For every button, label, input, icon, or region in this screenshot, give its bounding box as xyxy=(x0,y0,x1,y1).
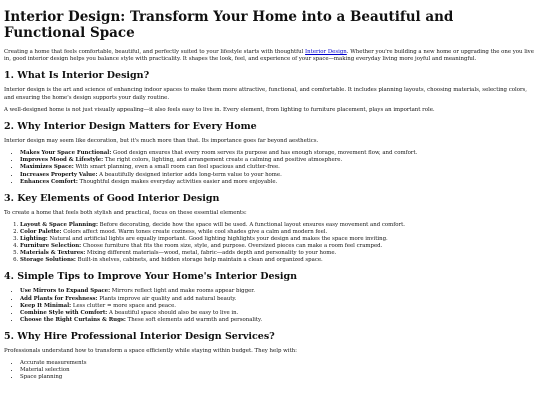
list-item xyxy=(20,310,536,317)
intro-text-after: . Whether you're building a new home or upgrading the one you live in, good interior design helps you balance style with practicality. It shapes the look, feel, and experience of your space—making everyday living more joyful and meaningful. xyxy=(4,49,534,63)
section-heading-why-matters: 2. Why Interior Design Matters for Every Home xyxy=(4,121,257,133)
list-item-text: These soft elements add warmth and personality. xyxy=(125,316,263,323)
list-item xyxy=(20,236,536,243)
list-item xyxy=(20,179,536,186)
list-item-text: The right colors, lighting, and arrangement create a calming and positive atmosphere. xyxy=(103,157,343,164)
list-item-text: Mixing different materials—wood, metal, fabric—adds depth and personality to your home. xyxy=(85,250,337,257)
list-item xyxy=(20,172,536,179)
list-item xyxy=(20,303,536,310)
list-item-term: Furniture Selection: xyxy=(20,243,82,250)
list-item-term: Color Palette: xyxy=(20,228,62,235)
list-item xyxy=(20,288,536,295)
list-item xyxy=(20,222,536,229)
list-item-text: Before decorating, decide how the space will be used. A functional layout ensures easy movement and comfort. xyxy=(97,221,405,228)
key-elements-list xyxy=(4,222,536,265)
list-item xyxy=(20,250,536,257)
list-item-text: Good design ensures that every room serves its purpose and has enough storage, movement flow, and comfort. xyxy=(111,150,418,157)
section-paragraph: Interior design may seem like decoration, but it's much more than that. Its importance goes far beyond aesthetics. xyxy=(4,138,319,145)
list-item-text: Built-in shelves, cabinets, and hidden storage help maintain a clean and organized space. xyxy=(75,257,323,264)
list-item xyxy=(20,157,536,164)
list-item-text: Natural and artificial lights are equally important. Good lighting highlights your design and makes the space more inviting. xyxy=(47,236,388,243)
list-item-term: Increases Property Value: xyxy=(20,171,98,178)
list-item-text: A beautiful space should also be easy to live in. xyxy=(107,309,239,316)
list-item-text: Colors affect mood. Warm tones create coziness, while cool shades give a calm and modern feel. xyxy=(61,228,328,235)
list-item-text: Less clutter = more space and peace. xyxy=(71,302,176,309)
list-item-term: Choose the Right Curtains & Rugs: xyxy=(20,316,126,323)
list-item-text: A beautifully designed interior adds long-term value to your home. xyxy=(97,171,282,178)
list-item: • Material selection xyxy=(20,367,536,374)
section-heading-hire-professional: 5. Why Hire Professional Interior Design Services? xyxy=(4,330,275,342)
simple-tips-list xyxy=(4,288,536,323)
list-item: • Space planning xyxy=(20,374,536,381)
list-item-text: Choose furniture that fits the room size, style, and purpose. Oversized pieces can make a room feel cramped. xyxy=(81,243,383,250)
list-item-term: Enhances Comfort: xyxy=(20,178,78,185)
list-item-term: Add Plants for Freshness: xyxy=(20,295,98,302)
list-item-term: Layout & Space Planning: xyxy=(20,221,98,228)
list-item-text: Plants improve air quality and add natural beauty. xyxy=(97,295,237,302)
list-item xyxy=(20,164,536,171)
list-item xyxy=(20,317,536,324)
list-item-term: Materials & Textures: xyxy=(20,250,86,257)
section-paragraph: To create a home that feels both stylish and practical, focus on these essential elements: xyxy=(4,209,247,216)
list-item-term: Lighting: xyxy=(20,236,48,243)
list-item xyxy=(20,243,536,250)
list-item-text: Thoughtful design makes everyday activities easier and more enjoyable. xyxy=(77,178,278,185)
section-heading-simple-tips: 4. Simple Tips to Improve Your Home's Interior Design xyxy=(4,271,298,283)
intro-paragraph xyxy=(4,49,536,63)
intro-text-before: Creating a home that feels comfortable, beautiful, and perfectly suited to your lifestyle starts with thoughtful xyxy=(4,49,306,55)
page-title: Interior Design: Transform Your Home into a Beautiful and Functional Space xyxy=(4,9,454,41)
section-heading-what-is: 1. What Is Interior Design? xyxy=(4,70,150,82)
list-item-term: Keep It Minimal: xyxy=(20,302,72,309)
list-item-term: Improves Mood & Lifestyle: xyxy=(20,157,104,164)
list-item xyxy=(20,257,536,264)
list-item-text: Mirrors reflect light and make rooms appear bigger. xyxy=(110,288,255,295)
section-paragraph: A well-designed home is not just visually appealing—it also feels easy to live in. Every element, from lighting to furniture placement, plays an important role. xyxy=(4,106,435,113)
list-item: • Accurate measurements xyxy=(20,360,536,367)
section-paragraph: Interior design is the art and science of enhancing indoor spaces to make them more attractive, functional, and comfortable. It includes planning layouts, choosing materials, selecting colors, and ensuring the home's design supports your daily routine. xyxy=(4,87,528,101)
list-item-term: Maximizes Space: xyxy=(20,164,74,171)
list-item-term: Makes Your Space Functional: xyxy=(20,150,112,157)
interior-design-link[interactable]: Interior Design xyxy=(305,49,347,55)
section-paragraph: Professionals understand how to transform a space efficiently while staying within budget. They help with: xyxy=(4,347,297,354)
list-item xyxy=(20,296,536,303)
list-item-term: Storage Solutions: xyxy=(20,257,76,264)
list-item xyxy=(20,229,536,236)
why-matters-list xyxy=(4,150,536,185)
list-item-text: With smart planning, even a small room can feel spacious and clutter-free. xyxy=(73,164,280,171)
list-item xyxy=(20,150,536,157)
services-list xyxy=(4,360,536,381)
section-heading-key-elements: 3. Key Elements of Good Interior Design xyxy=(4,192,220,204)
list-item-term: Use Mirrors to Expand Space: xyxy=(20,288,111,295)
list-item-term: Combine Style with Comfort: xyxy=(20,309,108,316)
